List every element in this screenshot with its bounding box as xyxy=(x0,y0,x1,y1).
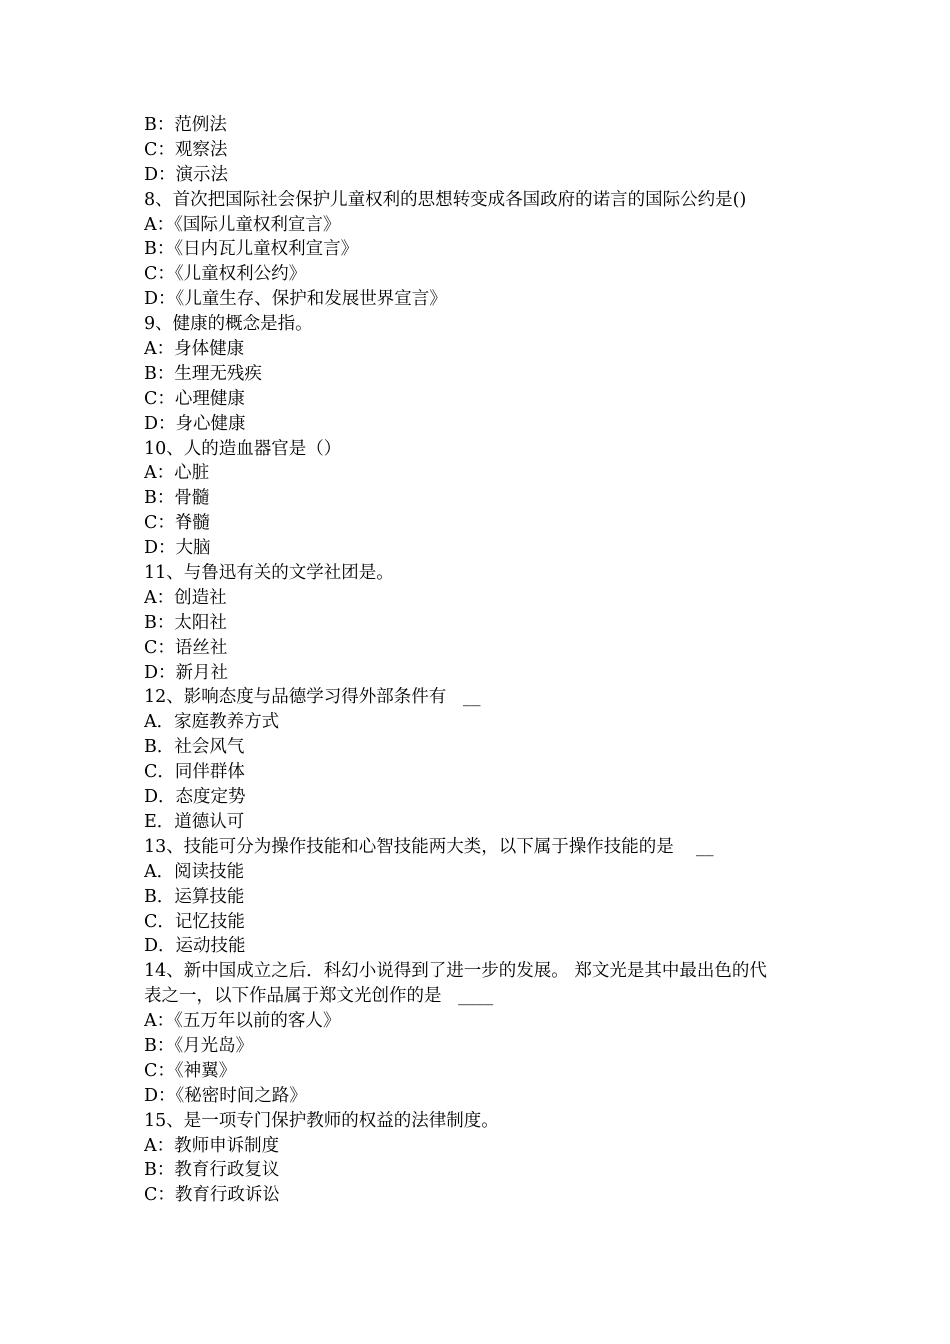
text-line: E．道德认可 xyxy=(144,811,245,832)
text-line: D：新月社 xyxy=(144,662,229,683)
text-line: D：《儿童生存、保护和发展世界宣言》 xyxy=(144,289,447,310)
text-line: 13、技能可分为操作技能和心智技能两大类，以下属于操作技能的是 __ xyxy=(144,836,714,857)
text-line: A．家庭教养方式 xyxy=(144,712,280,733)
text-line: 表之一，以下作品属于郑文光创作的是 ____ xyxy=(144,986,494,1007)
text-line: 12、影响态度与品德学习得外部条件有 __ xyxy=(144,687,481,708)
text-line: A：《国际儿童权利宣言》 xyxy=(144,214,341,235)
text-line: B：《日内瓦儿童权利宣言》 xyxy=(144,239,359,260)
text-line: B：太阳社 xyxy=(144,612,227,633)
text-line: B：教育行政复议 xyxy=(144,1160,280,1181)
text-line: D：大脑 xyxy=(144,538,211,559)
text-line: C：《儿童权利公约》 xyxy=(144,264,307,285)
text-line: B．社会风气 xyxy=(144,737,245,758)
text-line: C：语丝社 xyxy=(144,637,228,658)
text-line: 15、是一项专门保护教师的权益的法律制度。 xyxy=(144,1110,499,1131)
text-line: C：心理健康 xyxy=(144,388,245,409)
text-line: B：生理无残疾 xyxy=(144,363,262,384)
text-line: B．运算技能 xyxy=(144,886,245,907)
text-line: C：教育行政诉讼 xyxy=(144,1185,280,1206)
text-line: A：教师申诉制度 xyxy=(144,1135,280,1156)
text-line: A：身体健康 xyxy=(144,339,245,360)
text-line: 9、健康的概念是指。 xyxy=(144,314,313,335)
text-line: A：创造社 xyxy=(144,587,227,608)
text-line: 10、人的造血器官是（） xyxy=(144,438,342,459)
text-line: 11、与鲁迅有关的文学社团是。 xyxy=(144,563,394,584)
text-line: D：《秘密时间之路》 xyxy=(144,1085,307,1106)
text-line: A：心脏 xyxy=(144,463,210,484)
text-line: D．运动技能 xyxy=(144,936,246,957)
text-line: D：身心健康 xyxy=(144,413,246,434)
text-line: B：范例法 xyxy=(144,115,227,135)
text-line: D：演示法 xyxy=(144,164,229,185)
text-line: 8、首次把国际社会保护儿童权利的思想转变成各国政府的诺言的国际公约是() xyxy=(144,189,747,210)
question-text-block xyxy=(144,113,824,1208)
text-line: B：骨髓 xyxy=(144,488,210,509)
text-line: C．记忆技能 xyxy=(144,911,245,932)
text-line: A：《五万年以前的客人》 xyxy=(144,1011,341,1032)
text-line: C：脊髓 xyxy=(144,513,210,534)
text-line: D．态度定势 xyxy=(144,787,246,808)
text-line: B：《月光岛》 xyxy=(144,1035,254,1056)
text-line: C．同伴群体 xyxy=(144,762,245,783)
text-line: C：《神翼》 xyxy=(144,1060,237,1081)
text-line: C：观察法 xyxy=(144,139,228,160)
text-line: A．阅读技能 xyxy=(144,861,245,882)
text-line: 14、新中国成立之后．科幻小说得到了进一步的发展。 郑文光是其中最出色的代 xyxy=(144,961,767,982)
